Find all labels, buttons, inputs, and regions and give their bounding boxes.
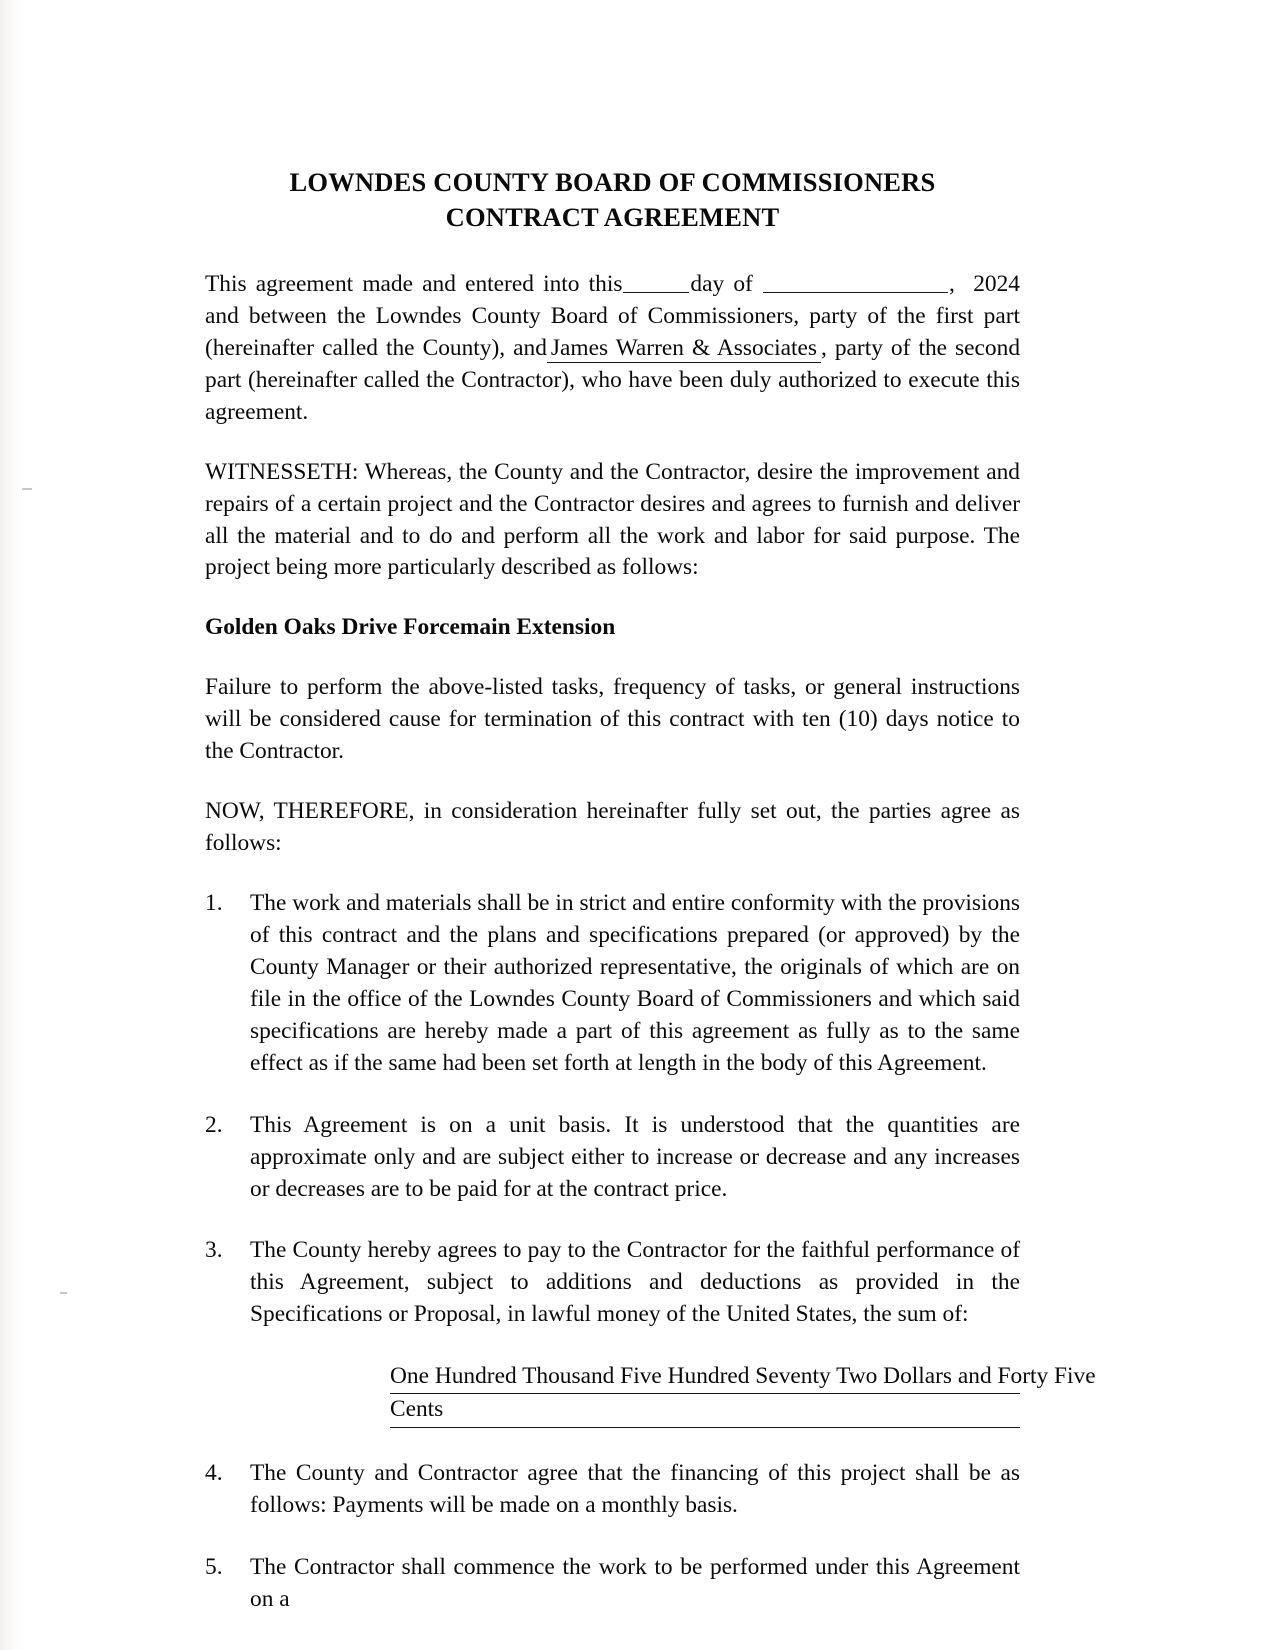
clause-text: The County and Contractor agree that the financing of this project shall be as follows: Payments will be made on a monthly basis. (250, 1460, 1020, 1519)
clause-item (205, 1235, 1096, 1428)
intro-text-part-2: day of (690, 270, 753, 297)
clause-text: The County hereby agrees to pay to the Contractor for the faithful performance of this Agreement, subject to additions and deductions as provided in the Specifications or Proposal, in lawful money of the United States, the sum of: (250, 1237, 1020, 1328)
spacer (205, 584, 1020, 612)
clause-number: 1. (205, 890, 223, 916)
clause-item (205, 1458, 1020, 1522)
spacer (205, 644, 1020, 672)
clause-number: 4. (205, 1460, 223, 1487)
clause-item (205, 1552, 1020, 1616)
spacer (205, 768, 1020, 796)
intro-text-part-1: This agreement made and entered into this (205, 270, 623, 297)
day-blank-field[interactable] (623, 270, 689, 293)
clause-number: 3. (205, 1237, 223, 1264)
intro-paragraph: This agreement made and entered into this day of , 2024 and between the Lowndes County Board of Commissioners, party of the first part (hereinafter called the County), and James Warren & Associates , party of the second part (hereinafter called the Contractor), who have been duly authorized to execute this agreement. (205, 270, 1021, 425)
document-title-line-1: LOWNDES COUNTY BOARD OF COMMISSIONERS (289, 167, 936, 197)
clause-text: The Contractor shall commence the work to be performed under this Agreement on a (250, 1554, 1020, 1612)
project-name: Golden Oaks Drive Forcemain Extension (205, 614, 616, 641)
scan-speck (22, 488, 32, 490)
clause-number: 2. (205, 1111, 223, 1138)
contract-sum-line-2[interactable]: Cents (390, 1394, 1020, 1428)
witnesseth-paragraph: WITNESSETH: Whereas, the County and the Contractor, desire the improvement and repairs of a certain project and the Contractor desires and agrees to furnish and deliver all the material and to do and perform all the work and labor for said purpose. The project being more particularly described as follows: (205, 458, 1020, 581)
clause-list (205, 888, 1096, 1616)
document-body (205, 165, 1096, 1616)
contract-sum-block (250, 1361, 1096, 1428)
clause-number: 5. (205, 1554, 223, 1580)
clause-text: The work and materials shall be in strict and entire conformity with the provisions of this contract and the plans and specifications prepared (or approved) by the County Manager or their authorized representative, the originals of which are on file in the office of the Lowndes County Board of Commissioners and which said specifications are hereby made a part of this agreement as fully as to the same effect as if the same had been set forth at length in the body of this Agreement. (250, 890, 1020, 1076)
clause-item (205, 1110, 1020, 1206)
agreement-year: 2024 (973, 270, 1020, 297)
scan-speck (60, 1292, 67, 1294)
intro-text-part-3: and between the Lowndes County Board of Commissioners, party of the first part (hereinafter called the County), and (205, 302, 1020, 361)
contract-sum-line-1[interactable]: One Hundred Thousand Five Hundred Seventy Two Dollars and Forty Five (390, 1361, 1020, 1394)
now-therefore-paragraph: NOW, THEREFORE, in consideration hereinafter fully set out, the parties agree as follows: (205, 798, 1020, 857)
clause-text: This Agreement is on a unit basis. It is understood that the quantities are approximate only and are subject either to increase or decrease and any increases or decreases are to be paid for at the contract price. (250, 1111, 1020, 1202)
document-title-line-2: CONTRACT AGREEMENT (445, 201, 780, 232)
document-title (205, 165, 1020, 235)
spacer (205, 429, 1020, 457)
clause-item (205, 888, 1020, 1080)
failure-clause-paragraph: Failure to perform the above-listed tasks, frequency of tasks, or general instructions will be considered cause for termination of this contract with ten (10) days notice to the Contractor. (205, 674, 1020, 765)
month-blank-field[interactable] (763, 270, 948, 293)
intro-text-part-4: , party of the second part (hereinafter called the Contractor), who have been duly authorized to execute this agreement. (205, 334, 1021, 425)
spacer (205, 860, 1020, 888)
scan-edge-shading (0, 0, 26, 1650)
contractor-name-field[interactable]: James Warren & Associates (547, 335, 821, 363)
spacer (205, 235, 1020, 269)
